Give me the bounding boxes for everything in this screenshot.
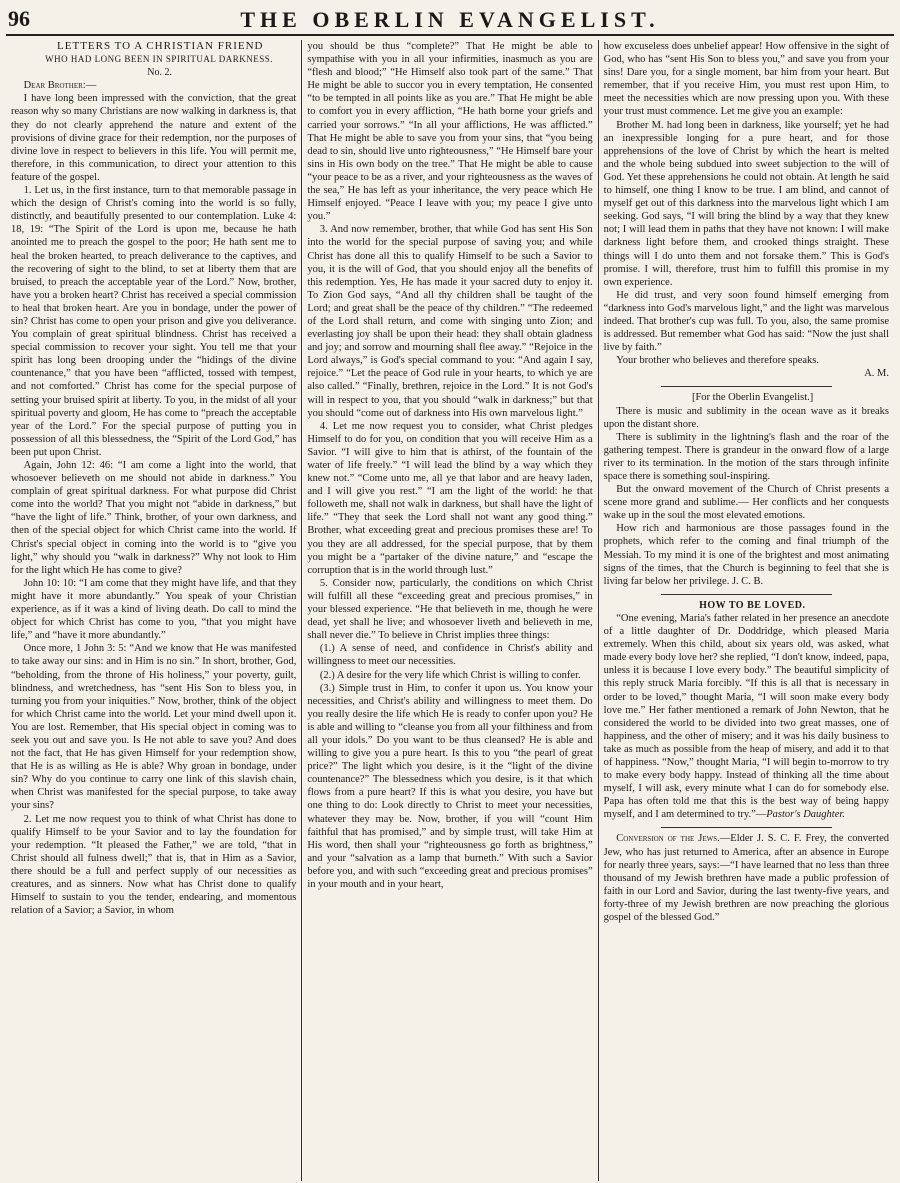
salutation: Dear Brother:— bbox=[23, 80, 97, 92]
divider bbox=[661, 386, 832, 387]
masthead bbox=[6, 6, 894, 36]
column-3 bbox=[598, 40, 894, 1181]
paragraph: (2.) A desire for the very life which Christ is willing to confer. bbox=[319, 669, 581, 681]
article-columns bbox=[6, 40, 894, 1181]
paragraph: But the onward movement of the Church of Christ presents a scene more grand and sublime.— Her conflicts and her conquests wake up in the soul the most elevated emotions. bbox=[603, 484, 889, 522]
paragraph: 3. And now remember, brother, that while God has sent His Son into the world for the special purpose of saving you; and while Christ has done all this to qualify Himself to be such a Savior to you, it is the will of God, that you should enjoy all the benefits of this redemption. Yes, He has made it your sacred duty to enjoy it. To Zion God says, “And all thy children shall be taught of the Lord; and great shall be the peace of thy children.” “The redeemed of the Lord shall return, and come with singing unto Zion; and everlasting joy shall be upon their head: they shall obtain gladness and joy; and sorrow and mourning shall flee away.” “Rejoice in the Lord always,” is God's special command to you: “And again I say, rejoice.” “Let the peace of God rule in your hearts, to which ye are also called.” “Finally, brethren, rejoice in the Lord.” It is not God's will in respect to you, that you should “walk in darkness;” but that you should “come out of darkness into His own marvelous light.” bbox=[307, 224, 593, 419]
letters-heading: LETTERS TO A CHRISTIAN FRIEND bbox=[57, 40, 264, 52]
beloved-source: Pastor's Daughter. bbox=[766, 809, 845, 821]
sublimity-credit: [For the Oberlin Evangelist.] bbox=[691, 392, 814, 404]
paragraph: Brother M. had long been in darkness, like yourself; yet he had an inexpressible longing for a pure heart, and for those apprehensions of the love of Christ by which the heart is melted and the whole being subdued into sweet subjection to the will of God. Yet these apprehensions he could not obtain. At length he said to himself, one thing I know to be true. I am blind, and cannot of myself get out of this darkness into the marvelous light which I am seeking. God says, “I will bring the blind by a way that they knew not; I will lead them in paths that they have not known: I will make darkness light before them, and crooked things straight. These things will I do unto them and not forsake them.” This is God's promise. I will, therefore, trust him to fulfill this promise in my own experience. bbox=[603, 119, 889, 288]
paragraph: Once more, 1 John 3: 5: “And we know that He was manifested to take away our sins: and in Him is no sin.” In short, brother, God, “beholding, from the throne of His holiness,” your poverty, guilt, blindness, and wretchedness, has “sent His Son to bless you, in turning you from your iniquities.” Now, brother, think of the object for which Christ came into the world. Let your mind dwell upon it. You are lost. Remember, that His special object in coming was to seek you out and save you. Is He not able to save you? And does not the fact, that He has given Himself for your redemption show, that He is as willing as He is able? Why groan in bondage, under sin? Why do you continue to carry one link of this slavish chain, when Christ was manifested for the special purpose, to take away your sins? bbox=[11, 643, 297, 812]
paragraph bbox=[604, 832, 889, 924]
paragraph: 4. Let me now request you to consider, what Christ pledges Himself to do for you, on condition that you will receive Him as a Savior. “I will give to him that is athirst, of the fountain of the water of life freely.” “I will lead the blind by a way which they knew not.” “Come unto me, all ye that labor and are heavy laden, and I will give you rest.” “I am the light of the world: he that followeth me, shall not walk in darkness, but shall have the light of life.” “They that seek the Lord shall not want any good thing.” Brother, what exceeding great and precious promises these are! To you they are all addressed, for the special purpose, that by them you might be a “partaker of the divine nature,” and “escape the corruption that is in the world through lust.” bbox=[307, 420, 593, 576]
paragraph: How rich and harmonious are those passages found in the prophets, which refer to the coming and final triumph of the Messiah. To my mind it is one of the brightest and most animating signs of the times, that the Church is beginning to feel that she is living far below her privilege. J. C. B. bbox=[603, 523, 889, 587]
divider bbox=[661, 827, 832, 828]
paragraph: 5. Consider now, particularly, the conditions on which Christ will fulfill all these “exceeding great and precious promises,” in your blessed experience. “He that believeth in me, though he were dead, yet shall he live; and whosoever liveth and believeth in me, shall never die.” To believe in Christ implies three things: bbox=[307, 577, 593, 642]
beloved-text: “One evening, Maria's father related in her presence an anecdote of a little daughter of Dr. Doddridge, which pleased Maria extremely. When this child, about six years old, was asked, what made every body love her? she replied, “I don't know, indeed, papa, unless it is because I love every body.” The beautiful simplicity of this reply struck Maria forcibly. “If this is all that is necessary in order to be loved,” thought Maria, “I will soon make every body love me.” Her father mentioned a remark of John Newton, that he considered the world to be divided into two great masses, one of happiness, and the other of misery; and it was his daily business to take as much as possible from the heap of misery, and add it to that of happiness. “Now,” thought Maria, “I will begin to-morrow to try to make every body happy. Instead of thinking all the time about myself, I will ask, every minute what I can do for somebody else. Papa has often told me that this is the best way of being happy myself, and I am determined to try.”— bbox=[603, 612, 889, 821]
paragraph: you should be thus “complete?” That He might be able to sympathise with you in all your infirmities, inasmuch as you are “flesh and blood;” “He Himself also took part of the same.” That He might be able to succor you in every temptation, He consented “to be tempted in all points like as you are.” That He might be able to comfort you in every affliction, “He hath borne your griefs and carried your sorrows.” “In all your afflictions, He was afflicted.” That He might be able to save you from your sins, that “you being dead to sin, should live unto righteousness,” “He Himself bare your sins in His own body on the tree.” That He might be able to cause “your peace to be as a river, and your righteousness as the waves of the sea,” He has left as your inheritance, the very peace which He Himself enjoyed. “Peace I leave with you; my peace I give unto you.” bbox=[307, 41, 593, 223]
jews-lead: Conversion of the Jews. bbox=[616, 833, 720, 845]
divider bbox=[661, 594, 832, 595]
paragraph: how excuseless does unbelief appear! How offensive in the sight of God, who has “sent His Son to bless you,” and save you from your sins! Dare you, for a single moment, bar him from your heart. But remember, that if you receive Him, you must rest upon Him, to meet the necessities which are now pressing upon you. With these your trust must commence. Let me give you an example: bbox=[603, 41, 889, 118]
newspaper-title: THE OBERLIN EVANGELIST. bbox=[240, 7, 660, 32]
paragraph: I have long been impressed with the conviction, that the great reason why so many Christians are now walking in darkness is, that they do not clearly apprehend the nature and extent of the provisions of divine grace for their redemption, nor the purposes of divine love in respect to believers in this life. You will permit me, therefore, in this communication, to direct your attention to this feature of the gospel. bbox=[11, 93, 297, 183]
paragraph: Your brother who believes and therefore speaks. bbox=[616, 355, 820, 367]
column-2 bbox=[301, 40, 597, 1181]
letters-subheading: WHO HAD LONG BEEN IN SPIRITUAL DARKNESS. bbox=[45, 54, 274, 65]
how-to-be-loved-heading: HOW TO BE LOVED. bbox=[699, 599, 806, 611]
paragraph: He did trust, and very soon found himself emerging from “darkness into God's marvelous light,” and the light was marvelous indeed. That brother's cup was full. To you, also, the same promise is addressed. But remember what God has said: “Now the just shall live by faith.” bbox=[603, 289, 889, 354]
paragraph: 2. Let me now request you to think of what Christ has done to qualify Himself to be your Savior and to lay the foundation for your redemption. “It pleased the Father,” we are told, “that in Christ should all fulness dwell;” that is, that in Him as a Savior, there should be a full and perfect supply of our necessities as creatures, and as sinners. Now what has Christ done to qualify Himself to sustain to you the tender, endearing, and momentous relation of a Savior; a Savior, in whom bbox=[11, 813, 297, 917]
letter-signature: A. M. bbox=[864, 368, 889, 380]
paragraph: (3.) Simple trust in Him, to confer it upon us. You know your necessities, and Christ's ability and willingness to meet them. Do you really desire the life which He is ready to confer upon you? He is able and willing to “cleanse you from all your filthiness and from all your idols.” Do you want to be thus cleansed? He is able and willing to give you a pure heart. Is this to you “the pearl of great price?” The light which you desire, is it the “light of the divine countenance?” The blessedness which you desire, is it that which flows from a pure heart? If this is what you desire, you have but one thing to do: Look directly to Christ to meet your necessities, whatever they may be. Now, brother, if you will “count Him faithful that has promised,” and by simple trust, will take Him at His word, then shall your “righteousness go forth as brightness,” and your “salvation as a lamp that burneth.” With such a Savior before you, and with such “exceeding great and precious promises” in your mouth and in your heart, bbox=[307, 682, 593, 890]
paragraph: Again, John 12: 46: “I am come a light into the world, that whosoever believeth on me should not abide in darkness.” You complain of great spiritual darkness. For what purpose did Christ come into the world? That you might not “abide in darkness,” but “have the light of life.” Think, brother, of your own darkness, and then of the special object for which Christ came into the world. If Christ's special object in coming into the world is to “give you light,” why should you “walk in darkness?” Why not look to Him for the light which He has come to give? bbox=[11, 460, 297, 576]
paragraph: (1.) A sense of need, and confidence in Christ's ability and willingness to meet our necessities. bbox=[307, 643, 593, 668]
paragraph: 1. Let us, in the first instance, turn to that memorable passage in which the design of Christ's coming into the world is so fully, distinctly, and beautifully presented to our contemplation. Luke 4: 18, 19: “The Spirit of the Lord is upon me, because he hath anointed me to preach the gospel to the poor; He hath sent me to heal the broken hearted, to preach deliverance to the captives, and the recovering of sight to the blind, to set at liberty them that are bruised, to preach the acceptable year of the Lord.” Now, brother, have you a broken heart? Christ has received a special commission to heal that broken heart. Are you in bondage, under the power of sin? Christ has come to open your prison and give you deliverance. You complain of great spiritual blindness. Christ has received a special commission to recover your sight. You tell me that your spirit has long been drooping under the “hidings of the divine countenance,” that you have been “afflicted, tossed with tempest, and not comforted.” Christ has come for the special purpose of setting your bruised spirit at liberty. To you, in the midst of all your spiritual poverty and gloom, He has come to “preach the acceptable year of the Lord.” For the special purpose of putting you in possession of all this blessedness, the “Spirit of the Lord God,” has been put upon Christ. bbox=[11, 185, 297, 458]
paragraph: There is music and sublimity in the ocean wave as it breaks upon the distant shore. bbox=[603, 405, 889, 430]
letter-number: No. 2. bbox=[147, 67, 173, 79]
page-number: 96 bbox=[8, 6, 30, 31]
paragraph: There is sublimity in the lightning's flash and the roar of the gathering tempest. There is grandeur in the onward flow of a large river to its termination. In the motion of the stars through infinite space there is something soul-inspiring. bbox=[603, 431, 889, 482]
jews-text: —Elder J. S. C. F. Frey, the converted Jew, who has just returned to America, after an absence in Europe for nearly three years, says:—“I have learned that no less than three thousand of my Jewish brethren have made a public profession of faith in our Lord and Savior, during the last twenty-five years, and forty-three of my Jewish brethren are now preaching the glorious gospel of the blessed God.” bbox=[603, 833, 889, 923]
paragraph bbox=[604, 612, 889, 822]
paragraph: John 10: 10: “I am come that they might have life, and that they might have it more abundantly.” You speak of your Christian experience, as if it was a kind of living death. Do call to mind the object for which Christ has come to you, “that you might have life,” and “have it more abundantly.” bbox=[11, 577, 297, 642]
column-1 bbox=[6, 40, 301, 1181]
